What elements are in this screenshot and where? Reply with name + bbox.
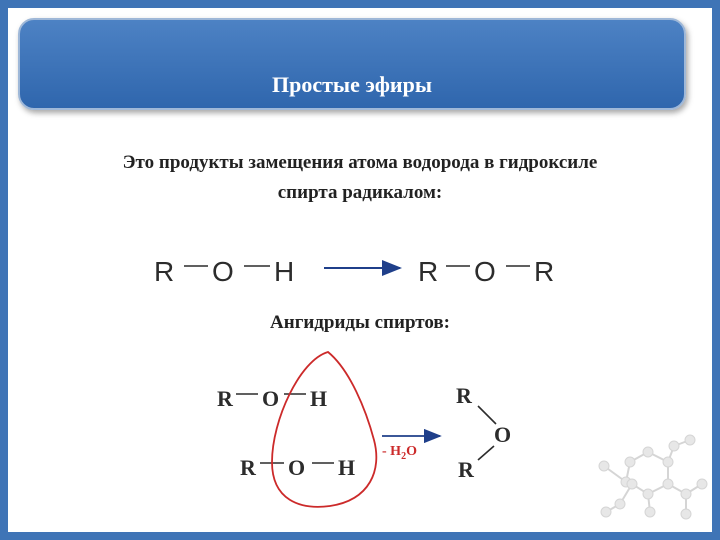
alcohol1-o: O [262,386,280,411]
condition-suffix: O [406,444,417,459]
decorative-molecule-illustration [599,435,707,519]
reaction1-product [418,256,554,287]
alcohol1-r: R [217,386,233,411]
product-r-top: R [456,383,472,408]
reaction1-o-left: O [212,256,234,287]
elimination-highlight [272,352,376,507]
alcohol-2 [240,455,355,480]
alcohol1-h: H [310,386,328,411]
alcohol-1 [217,386,327,411]
reaction1-h-left: H [274,256,295,287]
bond [478,446,494,460]
ether-product [456,383,511,482]
condition-label [382,444,417,462]
reaction1-o-right: O [474,256,496,287]
reaction1-r-left: R [154,256,175,287]
alcohol2-r: R [240,455,256,480]
condition-subscript: 2 [401,451,407,462]
slide-title: Простые эфиры [271,72,433,97]
intro-line-1: Это продукты замещения атома водорода в гидроксиле [122,152,598,173]
reaction1-reactant [154,256,294,287]
condition-prefix: - H [382,444,402,459]
reaction1-r-right1: R [418,256,439,287]
subheading: Ангидриды спиртов: [270,312,450,333]
product-r-bottom: R [458,457,474,482]
intro-line-2: спирта радикалом: [277,182,443,203]
reaction1-r-right2: R [534,256,555,287]
alcohol2-o: O [288,455,306,480]
product-o: O [494,422,512,447]
alcohol2-h: H [338,455,356,480]
